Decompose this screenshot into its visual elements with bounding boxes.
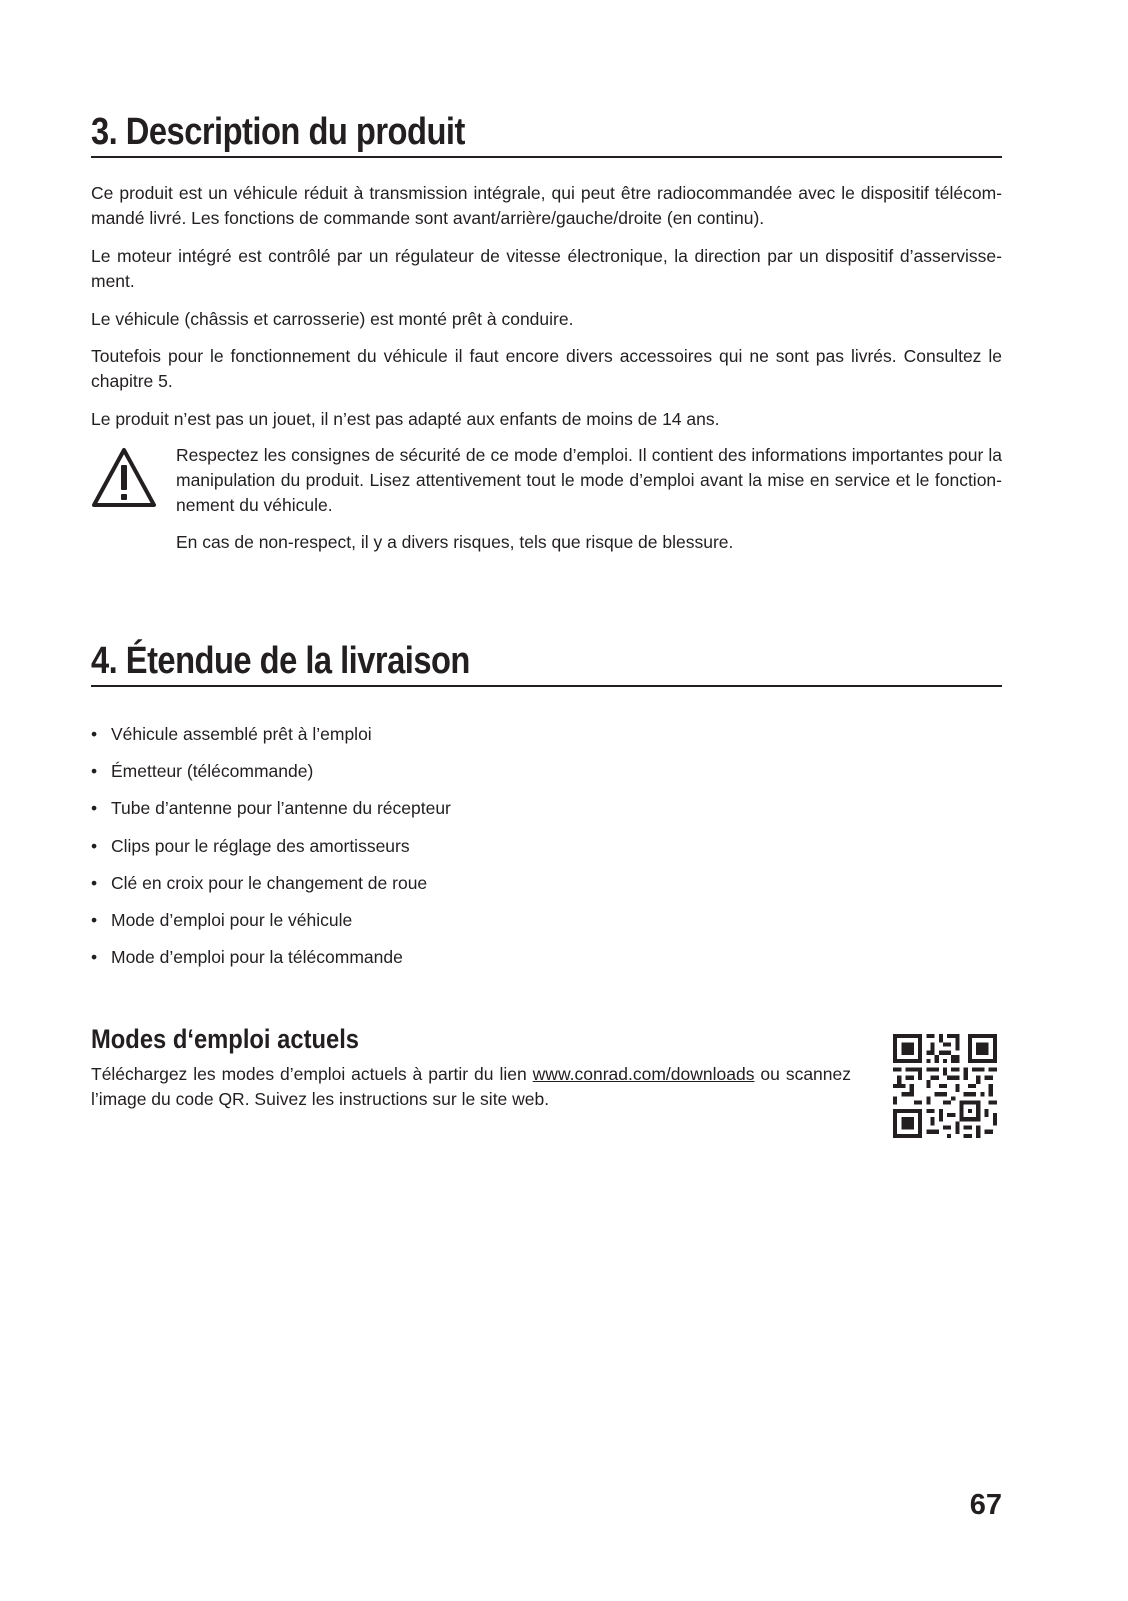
bullet: • [91,872,98,893]
manuals-subtitle: Modes d‘emploi actuels [91,1024,360,1054]
bullet: • [91,947,98,968]
bullet: • [91,835,98,856]
list-item-text: Mode d’emploi pour la télécommande [111,947,403,968]
section-3-title: 3. Description du produit [91,111,465,153]
delivery-contents-list [91,722,991,982]
bullet: • [91,909,98,930]
list-item [91,871,991,908]
section-3-paragraph-3: Le véhicule (châssis et carrosserie) est monté prêt à conduire. [91,309,574,329]
list-item [91,759,991,796]
section-4-rule [91,685,1002,687]
safety-risk-text: En cas de non-respect, il y a divers risques, tels que risque de blessure. [176,532,734,552]
qr-code-icon [893,1034,997,1138]
section-3-paragraph-4: Toutefois pour le fonctionnement du véhicule il faut encore divers accessoires qui ne sont pas livrés. Consultez le chapitre 5. [91,346,1002,391]
manuals-text-before: Téléchargez les modes d’emploi actuels à partir du lien [91,1064,533,1084]
list-item-text: Clé en croix pour le changement de roue [111,872,428,893]
list-item-text: Véhicule assemblé prêt à l’emploi [111,724,372,744]
list-item [91,796,991,833]
list-item-text: Émetteur (télécommande) [111,761,314,782]
manuals-text-after: ou scannez l’image du code QR. Suivez les instructions sur le site web. [91,1064,851,1109]
section-3-rule [91,156,1002,158]
safety-warning-text: Respectez les consignes de sécurité de ce mode d’emploi. Il contient des informations importantes pour la manipulation du produit. Lisez attentivement tout le mode d’emploi avant la mise en service et le fonctionnement du véhicule. [176,445,1002,515]
warning-triangle-icon [91,447,157,509]
list-item [91,908,991,945]
list-item [91,834,991,871]
bullet: • [91,761,98,782]
bullet: • [91,798,98,819]
downloads-link[interactable]: www.conrad.com/downloads [532,1064,755,1084]
list-item-text: Clips pour le réglage des amortisseurs [111,835,410,856]
bullet: • [91,724,98,744]
list-item [91,945,991,982]
page-number: 67 [969,1489,1002,1521]
section-3-paragraph-1: Ce produit est un véhicule réduit à transmission intégrale, qui peut être radiocommandée avec le dispositif télécommandé livré. Les fonctions de commande sont avant/arrière/gauche/droite (en continu). [91,183,1002,228]
list-item-text: Tube d’antenne pour l’antenne du récepteur [111,798,451,819]
manuals-download-text [91,1062,851,1112]
list-item [91,722,991,759]
section-4-title: 4. Étendue de la livraison [91,640,470,682]
section-3-paragraph-5: Le produit n’est pas un jouet, il n’est pas adapté aux enfants de moins de 14 ans. [91,409,720,429]
document-page [91,0,1002,1601]
section-3-paragraph-2: Le moteur intégré est contrôlé par un régulateur de vitesse électronique, la direction par un dispositif d’asservissement. [91,246,1002,291]
list-item-text: Mode d’emploi pour le véhicule [111,909,353,930]
